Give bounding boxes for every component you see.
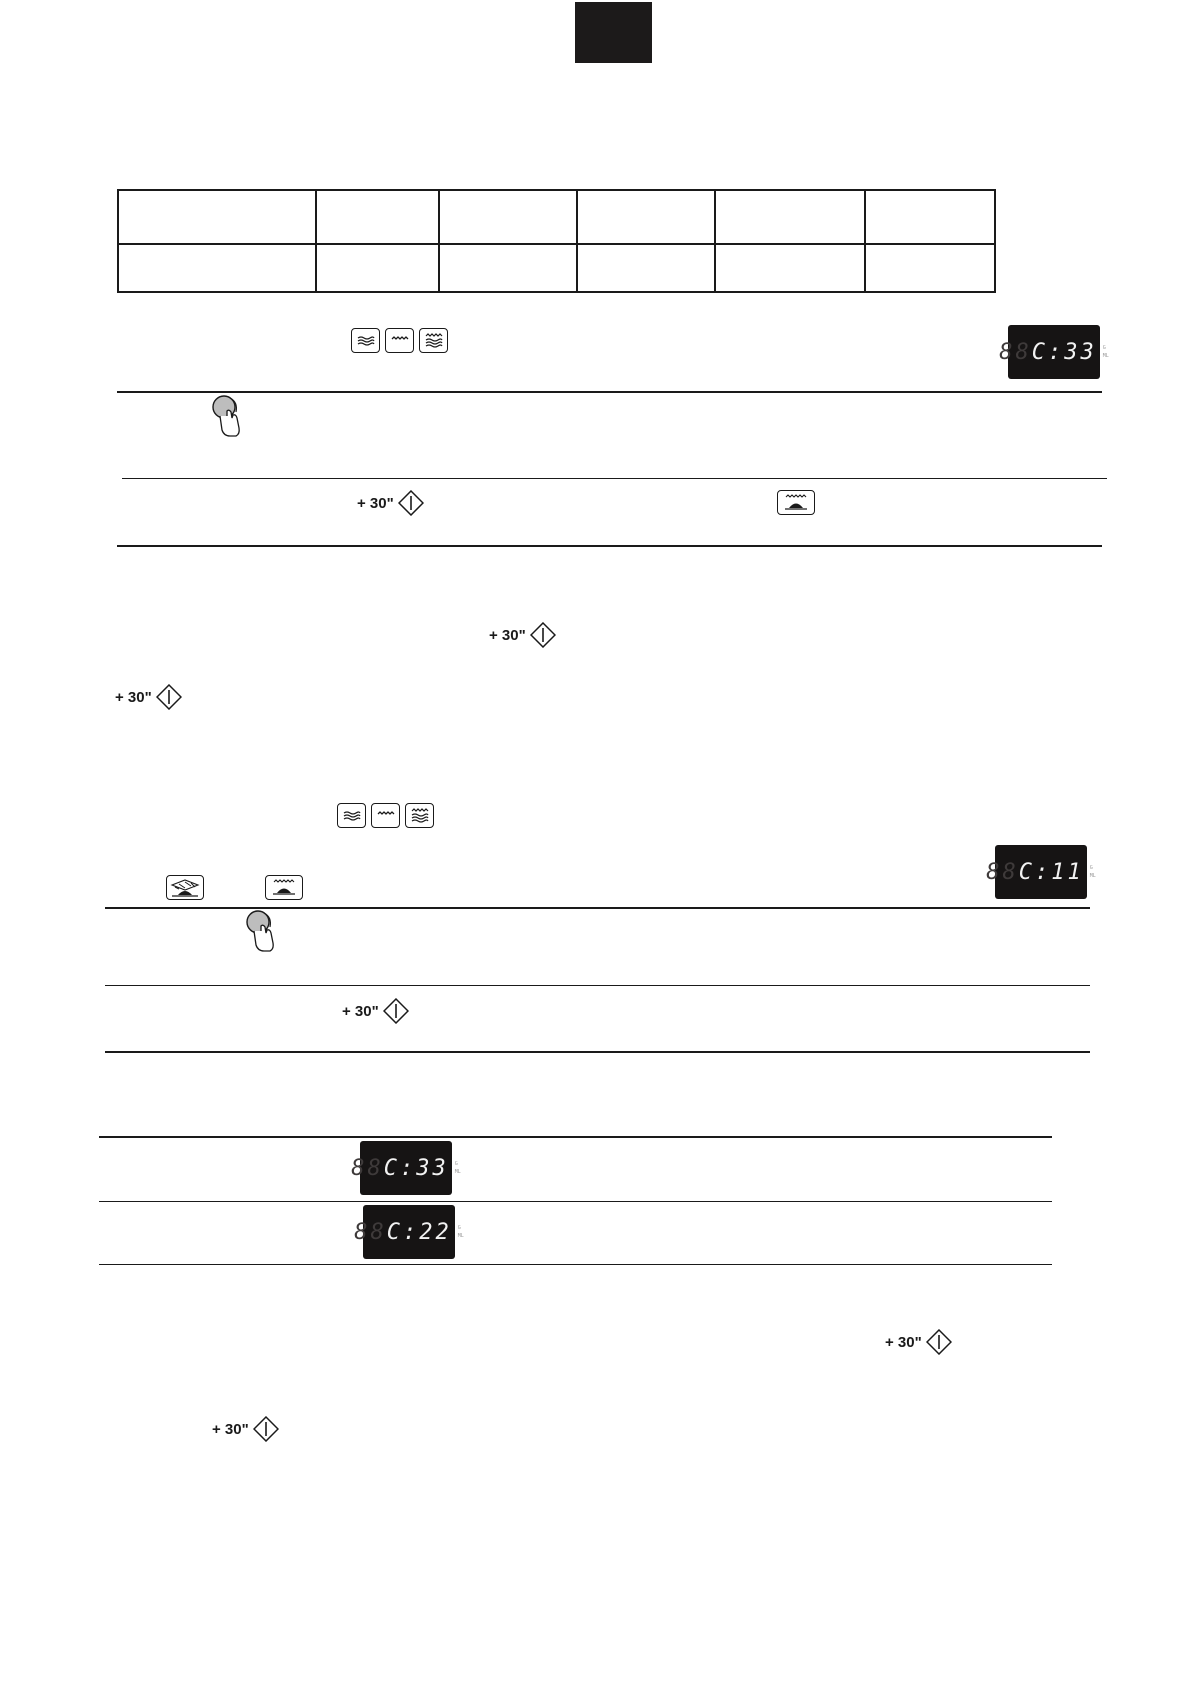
unit-label: ML: [1089, 873, 1096, 879]
program-display: [351, 1141, 461, 1195]
display-dim-digits: 88: [999, 339, 1032, 365]
start-30s-label: + 30": [342, 1002, 379, 1020]
start-30s-label: + 30": [357, 494, 394, 512]
divider: [117, 391, 1102, 393]
unit-label: G: [1102, 345, 1106, 351]
program-table: [117, 189, 996, 293]
rotary-knob-icon[interactable]: [210, 394, 248, 440]
grill-icon[interactable]: [385, 328, 414, 353]
start-30s-button[interactable]: [342, 998, 409, 1024]
start-30s-label: + 30": [212, 1420, 249, 1438]
start-30s-button[interactable]: [489, 622, 556, 648]
start-icon: [156, 684, 182, 710]
table-cell: [577, 190, 715, 244]
program-display: [354, 1205, 464, 1259]
divider: [117, 545, 1102, 547]
table-cell: [865, 190, 995, 244]
table-cell: [577, 244, 715, 292]
mode-keys: [351, 328, 448, 353]
display-code: C:33: [1031, 339, 1097, 365]
page-tab-marker: [575, 2, 652, 63]
start-icon: [926, 1329, 952, 1355]
unit-label: ML: [454, 1169, 461, 1175]
table-cell: [439, 244, 577, 292]
start-30s-label: + 30": [115, 688, 152, 706]
start-30s-button[interactable]: [115, 684, 182, 710]
display-dim-digits: 88: [351, 1155, 384, 1181]
crisp-plate-icon[interactable]: [166, 875, 204, 900]
unit-label: G: [454, 1161, 458, 1167]
divider: [99, 1201, 1052, 1202]
crisp-icon[interactable]: [777, 490, 815, 515]
unit-label: ML: [1102, 353, 1109, 359]
divider: [99, 1136, 1052, 1138]
display-code: C:33: [383, 1155, 449, 1181]
program-display: [986, 845, 1096, 899]
start-icon: [383, 998, 409, 1024]
rotary-knob-icon[interactable]: [244, 909, 282, 955]
start-30s-button[interactable]: [885, 1329, 952, 1355]
table-cell: [715, 190, 865, 244]
start-icon: [530, 622, 556, 648]
unit-label: ML: [457, 1233, 464, 1239]
table-cell: [439, 190, 577, 244]
table-cell: [118, 190, 316, 244]
display-code: C:11: [1018, 859, 1084, 885]
start-30s-button[interactable]: [357, 490, 424, 516]
table-cell: [715, 244, 865, 292]
crisp-icon[interactable]: [265, 875, 303, 900]
unit-label: G: [1089, 865, 1093, 871]
start-30s-button[interactable]: [212, 1416, 279, 1442]
divider: [122, 478, 1107, 479]
unit-label: G: [457, 1225, 461, 1231]
divider: [99, 1264, 1052, 1265]
display-dim-digits: 88: [354, 1219, 387, 1245]
start-icon: [398, 490, 424, 516]
start-icon: [253, 1416, 279, 1442]
start-30s-label: + 30": [885, 1333, 922, 1351]
start-30s-label: + 30": [489, 626, 526, 644]
combination-icon[interactable]: [419, 328, 448, 353]
display-dim-digits: 88: [986, 859, 1019, 885]
mode-keys: [337, 803, 434, 828]
table-cell: [865, 244, 995, 292]
grill-icon[interactable]: [371, 803, 400, 828]
table-cell: [316, 244, 439, 292]
divider: [105, 1051, 1090, 1053]
microwave-icon[interactable]: [351, 328, 380, 353]
divider: [105, 985, 1090, 986]
combination-icon[interactable]: [405, 803, 434, 828]
table-cell: [118, 244, 316, 292]
microwave-icon[interactable]: [337, 803, 366, 828]
display-code: C:22: [386, 1219, 452, 1245]
table-cell: [316, 190, 439, 244]
program-display: [999, 325, 1109, 379]
